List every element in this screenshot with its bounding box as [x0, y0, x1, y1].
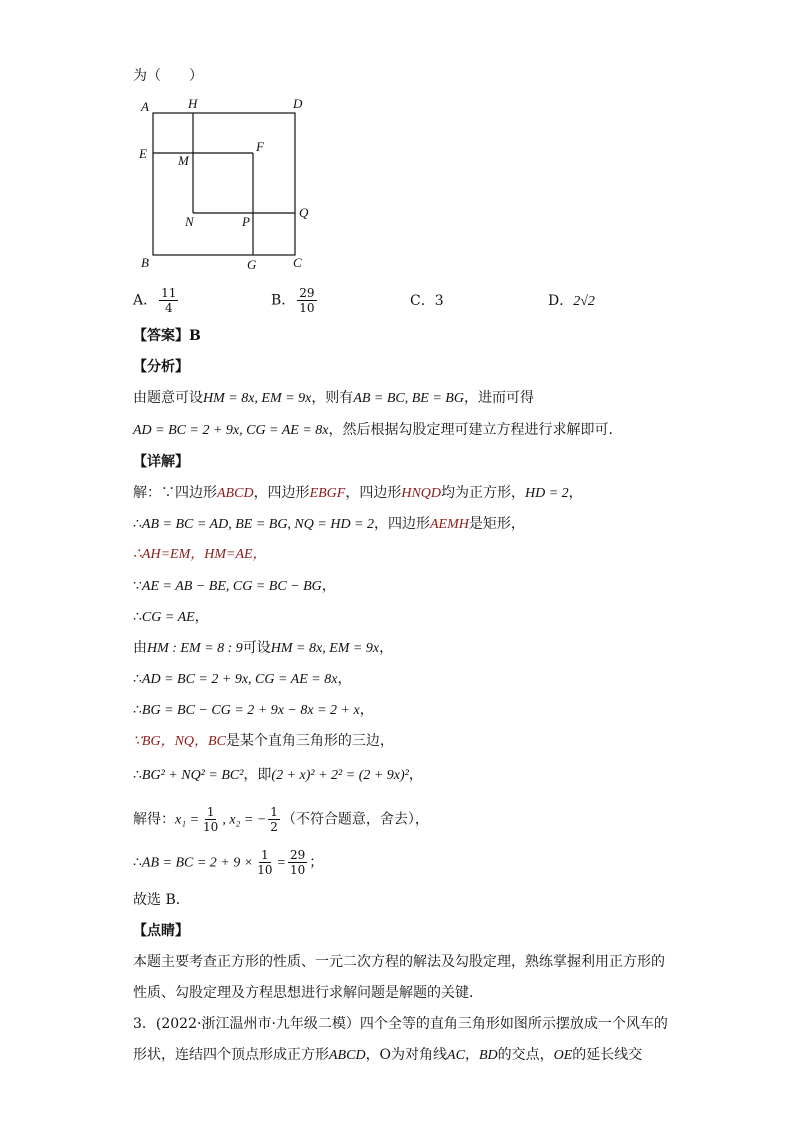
geometry-figure [135, 95, 325, 280]
analysis-header: 【分析】 [133, 359, 189, 375]
label-p: P [242, 214, 250, 229]
label-q: Q [299, 205, 309, 220]
label-e: E [139, 146, 147, 161]
option-b: B． $\frac{29}{10}$ [271, 286, 315, 315]
option-c: C．3 [410, 293, 444, 309]
detail-line-12: ∴AB = BC = 2 + 9 × $\frac{1}{10}$ = $\frac{29}{10}$ ； [133, 848, 324, 877]
option-d: D．2√2 [548, 293, 595, 309]
detail-line-3: ∴AH=EM，HM=AE， [133, 547, 267, 562]
detail-line-13: 故选 B． [133, 892, 190, 908]
detail-line-4: ∵AE = AB − BE, CG = BC − BG， [133, 578, 336, 594]
detail-line-10: ∴BG² + NQ² = BC²，即(2 + x)² + 2² = (2 + 9x)²， [133, 767, 423, 783]
question-3-line-1: 3．(2022·浙江温州市·九年级二模）四个全等的直角三角形如图所示摆放成一个风车的 [133, 1016, 668, 1032]
label-h: H [188, 96, 198, 111]
analysis-line-1: 由题意可设HM = 8x, EM = 9x，则有AB = BC, BE = BG，进而可得 [133, 390, 534, 406]
comment-header: 【点睛】 [133, 923, 189, 939]
label-d: D [293, 96, 303, 111]
question-stem-tail: 为（ ） [133, 68, 203, 84]
analysis-line-2: AD = BC = 2 + 9x, CG = AE = 8x，然后根据勾股定理可建立方程进行求解即可． [133, 422, 623, 438]
answer-line: 【答案】B [133, 328, 201, 344]
label-c: C [293, 255, 302, 270]
comment-line-2: 性质、勾股定理及方程思想进行求解问题是解题的关键． [133, 985, 483, 1001]
detail-line-5: ∴CG = AE， [133, 609, 209, 625]
detail-line-1: 解：∵四边形ABCD，四边形EBGF，四边形HNQD均为正方形，HD = 2， [133, 485, 583, 501]
detail-line-6: 由HM : EM = 8 : 9可设HM = 8x, EM = 9x， [133, 640, 394, 656]
detail-header: 【详解】 [133, 454, 189, 470]
square-abcd [153, 113, 295, 255]
label-a: A [141, 99, 149, 114]
label-g: G [247, 257, 257, 272]
comment-line-1: 本题主要考查正方形的性质、一元二次方程的解法及勾股定理，熟练掌握利用正方形的 [133, 954, 665, 970]
detail-line-11: 解得：x₁ = $\frac{1}{10}$ , x₂ = − $\frac{1}{2}$ （不符合题意，舍去）， [133, 805, 429, 834]
option-a: A． $\frac{11}{4}$ [133, 286, 177, 315]
detail-line-9: ∵BG，NQ，BC是某个直角三角形的三边， [133, 733, 394, 749]
detail-line-8: ∴BG = BC − CG = 2 + 9x − 8x = 2 + x， [133, 702, 374, 718]
detail-line-2: ∴AB = BC = AD, BE = BG, NQ = HD = 2，四边形AEMH是矩形， [133, 516, 525, 532]
label-b: B [141, 255, 149, 270]
label-f: F [256, 139, 264, 154]
question-3-line-2: 形状，连结四个顶点形成正方形ABCD，O为对角线AC，BD的交点，OE的延长线交 [133, 1047, 643, 1063]
detail-line-7: ∴AD = BC = 2 + 9x, CG = AE = 8x， [133, 671, 352, 687]
label-m: M [178, 153, 189, 168]
label-n: N [185, 214, 194, 229]
